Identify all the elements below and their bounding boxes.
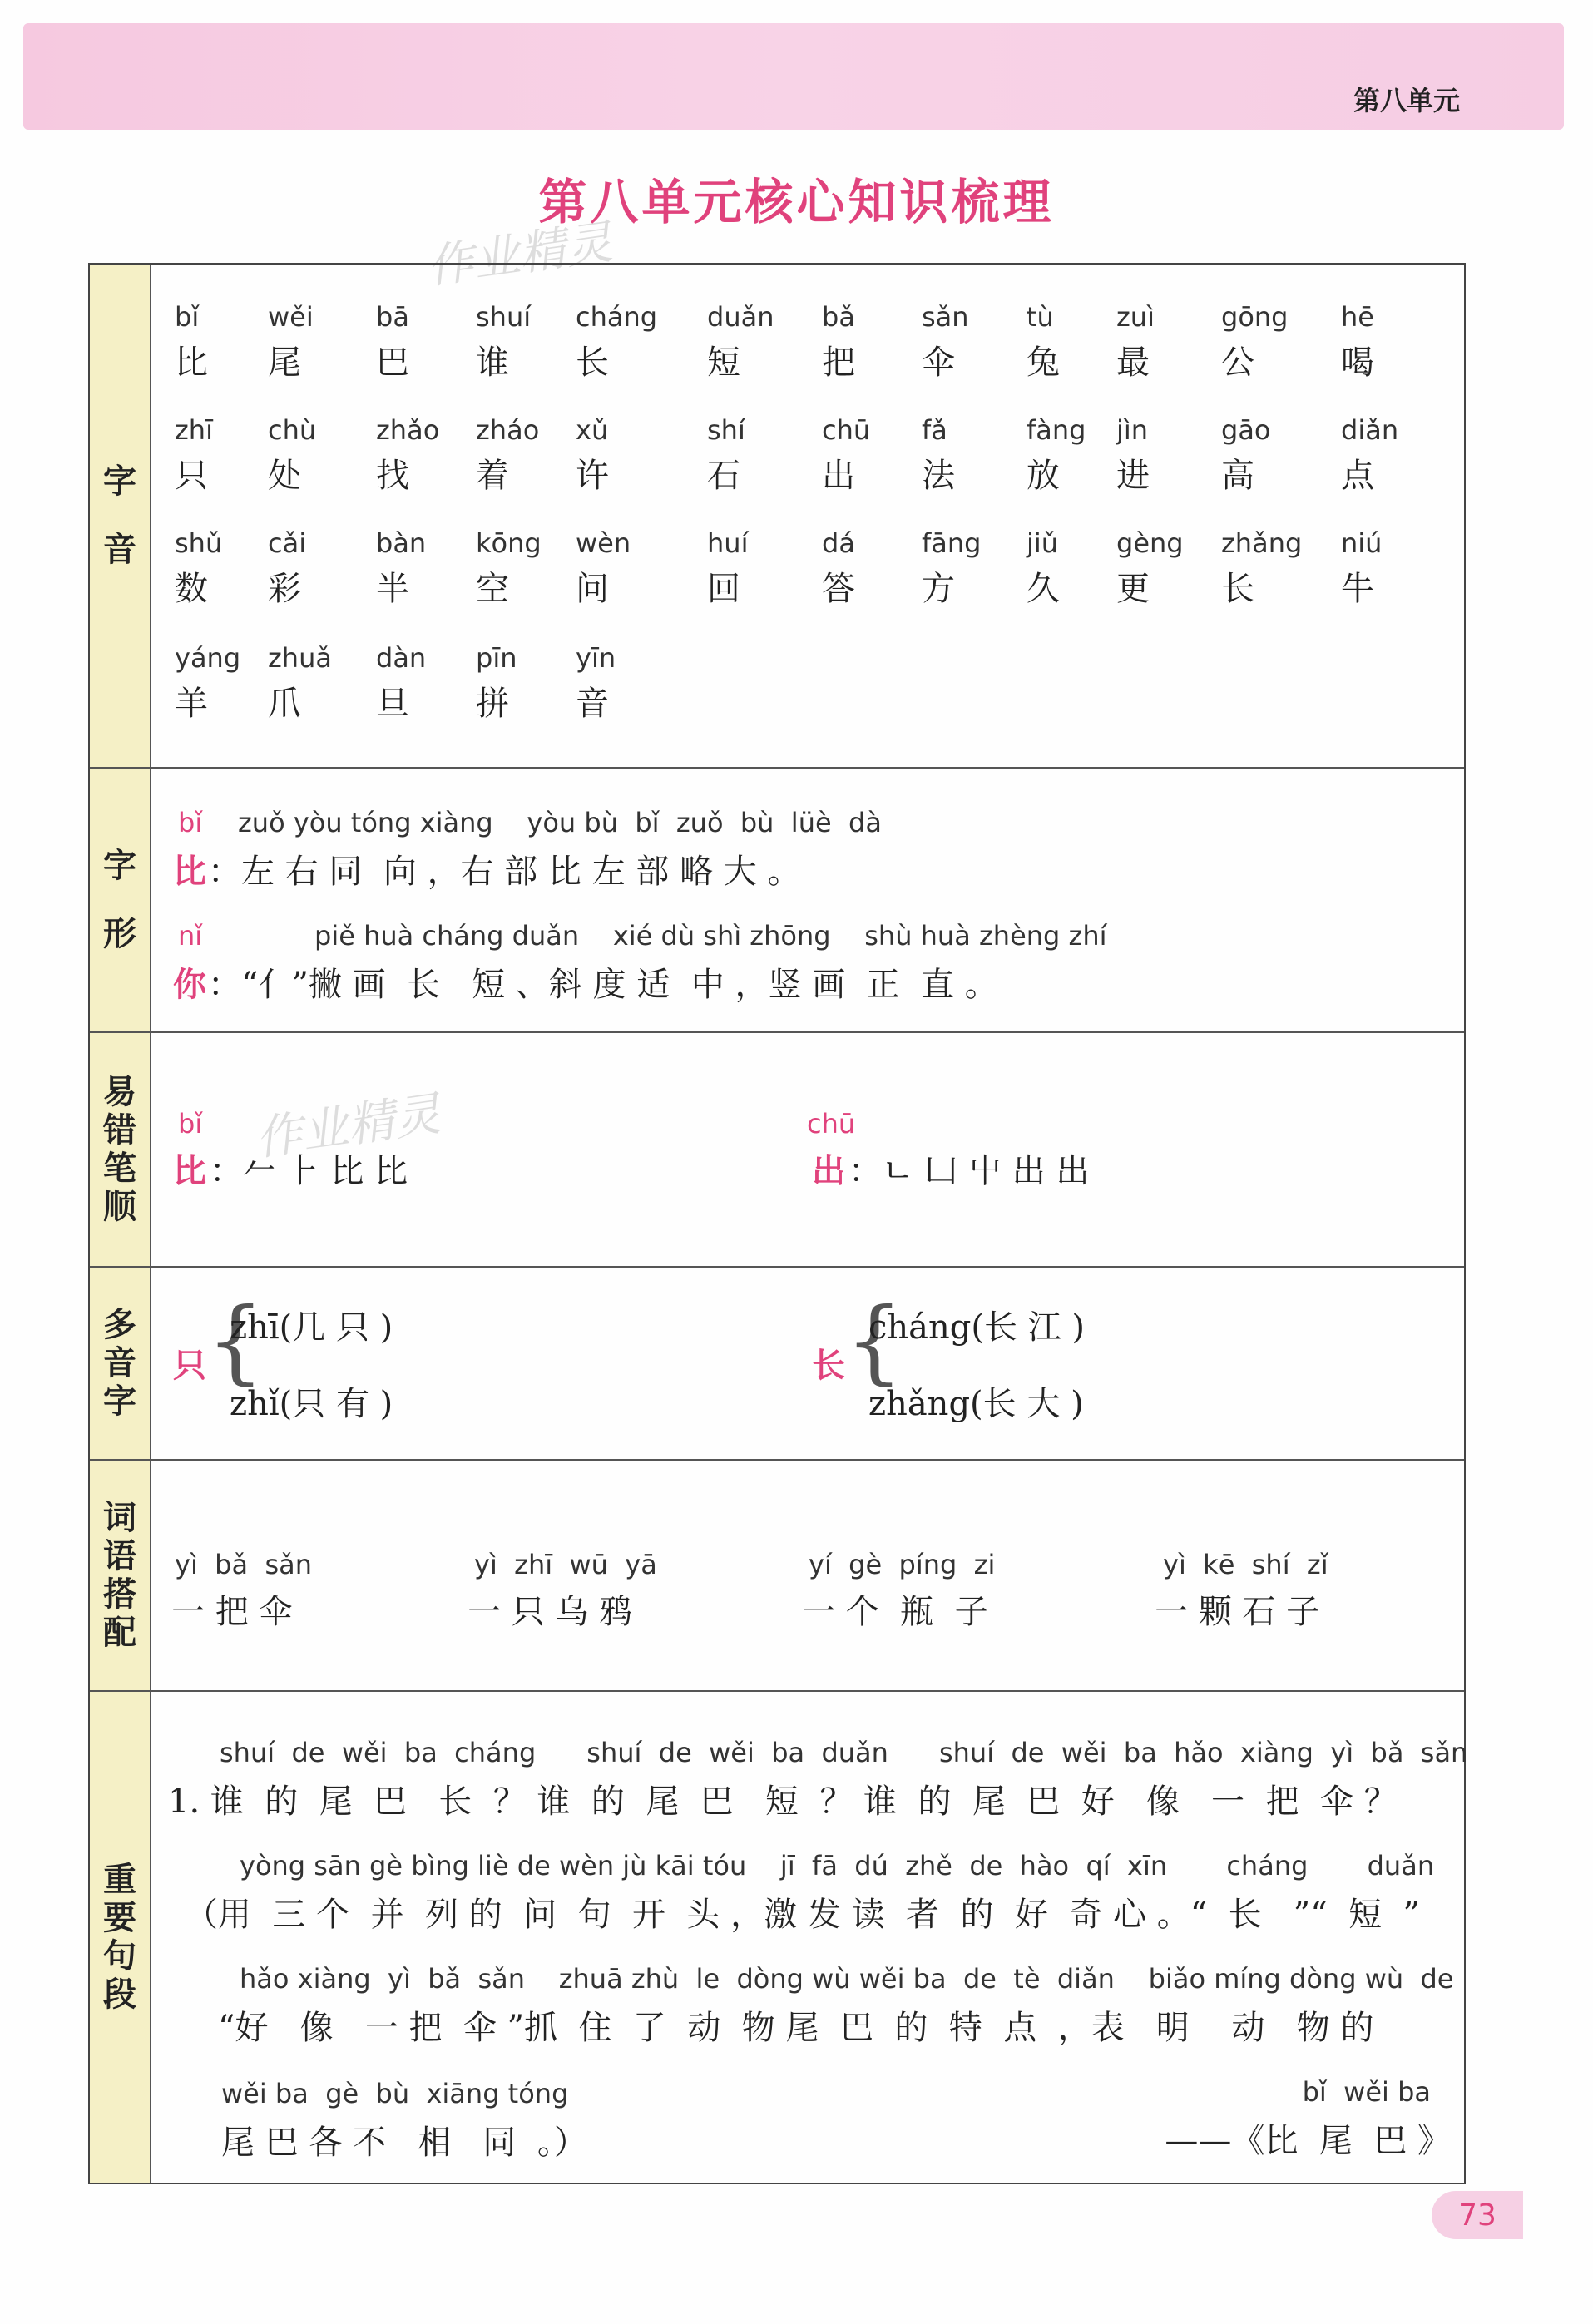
section-label: 多 音 字: [90, 1268, 151, 1459]
key-char: 只: [173, 1346, 206, 1385]
pinyin: bǐ: [175, 301, 200, 333]
reading: zhǎng(长 大 ): [868, 1385, 1084, 1423]
pinyin: yīn: [576, 642, 616, 674]
hanzi: 许: [576, 457, 609, 495]
pinyin: chū: [807, 1108, 856, 1140]
char-pinyin-pair: [1221, 414, 1271, 497]
stroke-order: ：ㄴ 凵 屮 出 出: [848, 1152, 1090, 1190]
pinyin: shǔ: [175, 527, 223, 559]
description: ：左 右 同 向 ，右 部 比 左 部 略 大 。: [208, 853, 801, 891]
char-pinyin-pair: [476, 642, 517, 724]
sentence: 尾 巴 各 不 相 同 。）: [221, 2124, 587, 2162]
key-char: 比: [173, 1151, 206, 1190]
section-label: 易 错 笔 顺: [90, 1033, 151, 1266]
char-pinyin-pair: [922, 414, 955, 497]
char-pinyin-pair: [376, 414, 439, 497]
key-char: 长: [812, 1346, 845, 1385]
hanzi: 伞: [922, 344, 955, 382]
pinyin: piě huà cháng duǎn xié dù shì zhōng shù huà zhèng zhí: [314, 920, 1107, 952]
pinyin: duǎn: [707, 301, 774, 333]
char-pinyin-pair: [476, 301, 531, 383]
source: ——《比 尾 巴 》: [1165, 2122, 1451, 2160]
pinyin: pīn: [476, 642, 517, 674]
pinyin: niú: [1341, 527, 1383, 559]
section-label: 重 要 句 段: [90, 1692, 151, 2183]
char-pinyin-pair: [476, 414, 539, 497]
pinyin: kōng: [476, 527, 542, 559]
char-pinyin-pair: [822, 527, 855, 610]
char-pinyin-pair: [1116, 301, 1155, 383]
hanzi: 法: [922, 457, 955, 495]
reading: zhǐ(只 有 ): [230, 1385, 393, 1423]
hanzi: 公: [1221, 344, 1254, 382]
hanzi: 问: [576, 570, 609, 608]
char-pinyin-pair: [922, 527, 981, 610]
hanzi: 旦: [376, 685, 409, 723]
hanzi: 长: [576, 344, 609, 382]
pinyin: bàn: [376, 527, 427, 559]
description: ：“亻”撇 画 长 短 、斜 度 适 中 ，竖 画 正 直 。: [208, 966, 998, 1004]
hanzi: 更: [1116, 570, 1150, 608]
pinyin: zháo: [476, 414, 540, 446]
hanzi: 牛: [1341, 570, 1374, 608]
char-pinyin-pair: [922, 301, 969, 383]
hanzi: 方: [922, 570, 955, 608]
sentence: （用 三 个 并 列 的 问 句 开 头 ，激 发 读 者 的 好 奇 心 。“ 长 ”“ 短 ”: [185, 1896, 1420, 1934]
pinyin: chū: [822, 414, 871, 446]
pinyin: dá: [822, 527, 855, 559]
section-label: 字 形: [90, 769, 151, 1031]
pinyin: shí: [707, 414, 745, 446]
hanzi: 巴: [376, 344, 409, 382]
sentence: 1. 谁 的 尾 巴 长 ？ 谁 的 尾 巴 短 ？ 谁 的 尾 巴 好 像 一 把 伞 ？: [168, 1783, 1398, 1821]
hanzi: 回: [707, 570, 740, 608]
pinyin: fàng: [1027, 414, 1086, 446]
pinyin: tù: [1027, 301, 1054, 333]
pinyin: zhǎo: [376, 414, 440, 446]
pinyin: jiǔ: [1027, 527, 1059, 559]
hanzi: 找: [376, 457, 409, 495]
key-char: 出: [812, 1151, 845, 1190]
phrase: 一 把 伞: [171, 1593, 293, 1631]
pinyin: xǔ: [576, 414, 609, 446]
pinyin: wěi ba gè bù xiāng tóng: [221, 2078, 569, 2109]
char-pinyin-pair: [175, 642, 240, 724]
sentence: “好 像 一 把 伞 ”抓 住 了 动 物 尾 巴 的 特 点 ，表 明 动 物 的: [218, 2009, 1374, 2047]
brace: {: [845, 1288, 903, 1394]
hanzi: 尾: [268, 344, 301, 382]
page-title: 第八单元核心知识梳理: [538, 174, 1055, 230]
hanzi: 只: [175, 457, 208, 495]
pinyin: bā: [376, 301, 409, 333]
ziyin-grid: [151, 265, 1464, 767]
section-zixing: [90, 769, 1464, 1033]
pinyin: diǎn: [1341, 414, 1399, 446]
hanzi: 爪: [268, 685, 301, 723]
hanzi: 拼: [476, 685, 509, 723]
char-pinyin-pair: [707, 527, 748, 610]
hanzi: 喝: [1341, 344, 1374, 382]
hanzi: 羊: [175, 685, 208, 723]
pinyin: bǐ wěi ba: [1302, 2076, 1431, 2108]
key-char: 你: [173, 965, 206, 1004]
char-pinyin-pair: [175, 301, 208, 383]
hanzi: 久: [1027, 570, 1060, 608]
pinyin: shuí de wěi ba cháng shuí de wěi ba duǎn shuí de wěi ba hǎo xiàng yì bǎ sǎn: [220, 1737, 1468, 1768]
char-pinyin-pair: [268, 414, 316, 497]
knowledge-table: [88, 263, 1466, 2184]
char-pinyin-pair: [268, 642, 332, 724]
char-pinyin-pair: [1341, 414, 1398, 497]
pinyin: yì bǎ sǎn: [175, 1549, 312, 1580]
section-bishun: [90, 1033, 1464, 1268]
pinyin: fāng: [922, 527, 982, 559]
hanzi: 兔: [1027, 344, 1060, 382]
hanzi: 数: [175, 570, 208, 608]
hanzi: 彩: [268, 570, 301, 608]
char-pinyin-pair: [1116, 414, 1150, 497]
hanzi: 最: [1116, 344, 1150, 382]
hanzi: 空: [476, 570, 509, 608]
char-pinyin-pair: [576, 527, 631, 610]
char-pinyin-pair: [1116, 527, 1184, 610]
hanzi: 长: [1221, 570, 1254, 608]
char-pinyin-pair: [1027, 301, 1060, 383]
char-pinyin-pair: [576, 414, 609, 497]
hanzi: 短: [707, 344, 740, 382]
pinyin: sǎn: [922, 301, 969, 333]
char-pinyin-pair: [476, 527, 542, 610]
char-pinyin-pair: [175, 527, 222, 610]
char-pinyin-pair: [268, 527, 306, 610]
pinyin: gōng: [1221, 301, 1289, 333]
pinyin: gāo: [1221, 414, 1271, 446]
stroke-order: ：𠂉 ⺊ 比 比: [210, 1152, 408, 1190]
hanzi: 处: [268, 457, 301, 495]
pinyin: yí gè píng zi: [809, 1549, 996, 1580]
phrase: 一 颗 石 子: [1155, 1593, 1320, 1631]
char-pinyin-pair: [822, 301, 855, 383]
section-label: 字 音: [90, 265, 151, 767]
watermark: 作业精灵: [252, 1086, 445, 1167]
reading: zhī(几 只 ): [230, 1308, 393, 1347]
pinyin: hǎo xiàng yì bǎ sǎn zhuā zhù le dòng wù wěi ba de tè diǎn biǎo míng dòng wù de: [240, 1963, 1454, 1995]
char-pinyin-pair: [376, 642, 426, 724]
page-number: 73: [1432, 2191, 1523, 2239]
pinyin: dàn: [376, 642, 427, 674]
hanzi: 把: [822, 344, 855, 382]
char-pinyin-pair: [1027, 414, 1086, 497]
pinyin: bǐ: [178, 1108, 203, 1140]
pinyin: shuí: [476, 301, 532, 333]
char-pinyin-pair: [175, 414, 213, 497]
section-ziyin: [90, 265, 1464, 769]
section-ciyu: [90, 1461, 1464, 1692]
pinyin: hē: [1341, 301, 1374, 333]
hanzi: 半: [376, 570, 409, 608]
char-pinyin-pair: [1221, 527, 1302, 610]
hanzi: 比: [175, 344, 208, 382]
char-pinyin-pair: [376, 527, 426, 610]
char-pinyin-pair: [822, 414, 870, 497]
hanzi: 谁: [476, 344, 509, 382]
pinyin: wèn: [576, 527, 631, 559]
hanzi: 着: [476, 457, 509, 495]
header-banner: [23, 23, 1564, 130]
char-pinyin-pair: [707, 301, 774, 383]
pinyin: yáng: [175, 642, 241, 674]
pinyin: wěi: [268, 301, 314, 333]
char-pinyin-pair: [576, 642, 616, 724]
pinyin: zhuǎ: [268, 642, 332, 674]
pinyin: zuǒ yòu tóng xiàng yòu bù bǐ zuǒ bù lüè dà: [238, 807, 882, 838]
unit-label: 第八单元: [1353, 85, 1460, 116]
pinyin: chù: [268, 414, 317, 446]
pinyin: yì kē shí zǐ: [1163, 1549, 1328, 1580]
brace: {: [206, 1288, 265, 1394]
phrase: 一 只 乌 鸦: [468, 1593, 633, 1631]
hanzi: 音: [576, 685, 609, 723]
section-label: 词 语 搭 配: [90, 1461, 151, 1690]
pinyin: yì zhī wū yā: [474, 1549, 657, 1580]
char-pinyin-pair: [1221, 301, 1288, 383]
hanzi: 点: [1341, 457, 1374, 495]
char-pinyin-pair: [1341, 527, 1382, 610]
pinyin: yòng sān gè bìng liè de wèn jù kāi tóu jī fā dú zhě de hào qí xīn cháng duǎn: [240, 1850, 1435, 1881]
hanzi: 放: [1027, 457, 1060, 495]
hanzi: 答: [822, 570, 855, 608]
pinyin: huí: [707, 527, 749, 559]
pinyin: gèng: [1116, 527, 1184, 559]
reading: cháng(长 江 ): [868, 1308, 1086, 1347]
char-pinyin-pair: [376, 301, 409, 383]
pinyin: cháng: [576, 301, 658, 333]
hanzi: 高: [1221, 457, 1254, 495]
pinyin: fǎ: [922, 414, 947, 446]
hanzi: 石: [707, 457, 740, 495]
phrase: 一 个 瓶 子: [802, 1593, 988, 1631]
pinyin: zhī: [175, 414, 213, 446]
key-char: 比: [173, 852, 206, 891]
hanzi: 进: [1116, 457, 1150, 495]
watermark: 作业精灵: [423, 215, 616, 295]
pinyin: bǎ: [822, 301, 855, 333]
char-pinyin-pair: [1027, 527, 1060, 610]
pinyin: jìn: [1116, 414, 1149, 446]
char-pinyin-pair: [268, 301, 314, 383]
char-pinyin-pair: [1341, 301, 1374, 383]
pinyin: nǐ: [178, 920, 203, 952]
pinyin: zhǎng: [1221, 527, 1303, 559]
char-pinyin-pair: [707, 414, 745, 497]
pinyin: bǐ: [178, 807, 203, 838]
pinyin: zuì: [1116, 301, 1155, 333]
hanzi: 出: [822, 457, 855, 495]
section-judan: [90, 1692, 1468, 2183]
section-duoyin: [90, 1268, 1464, 1461]
pinyin: cǎi: [268, 527, 307, 559]
char-pinyin-pair: [576, 301, 657, 383]
